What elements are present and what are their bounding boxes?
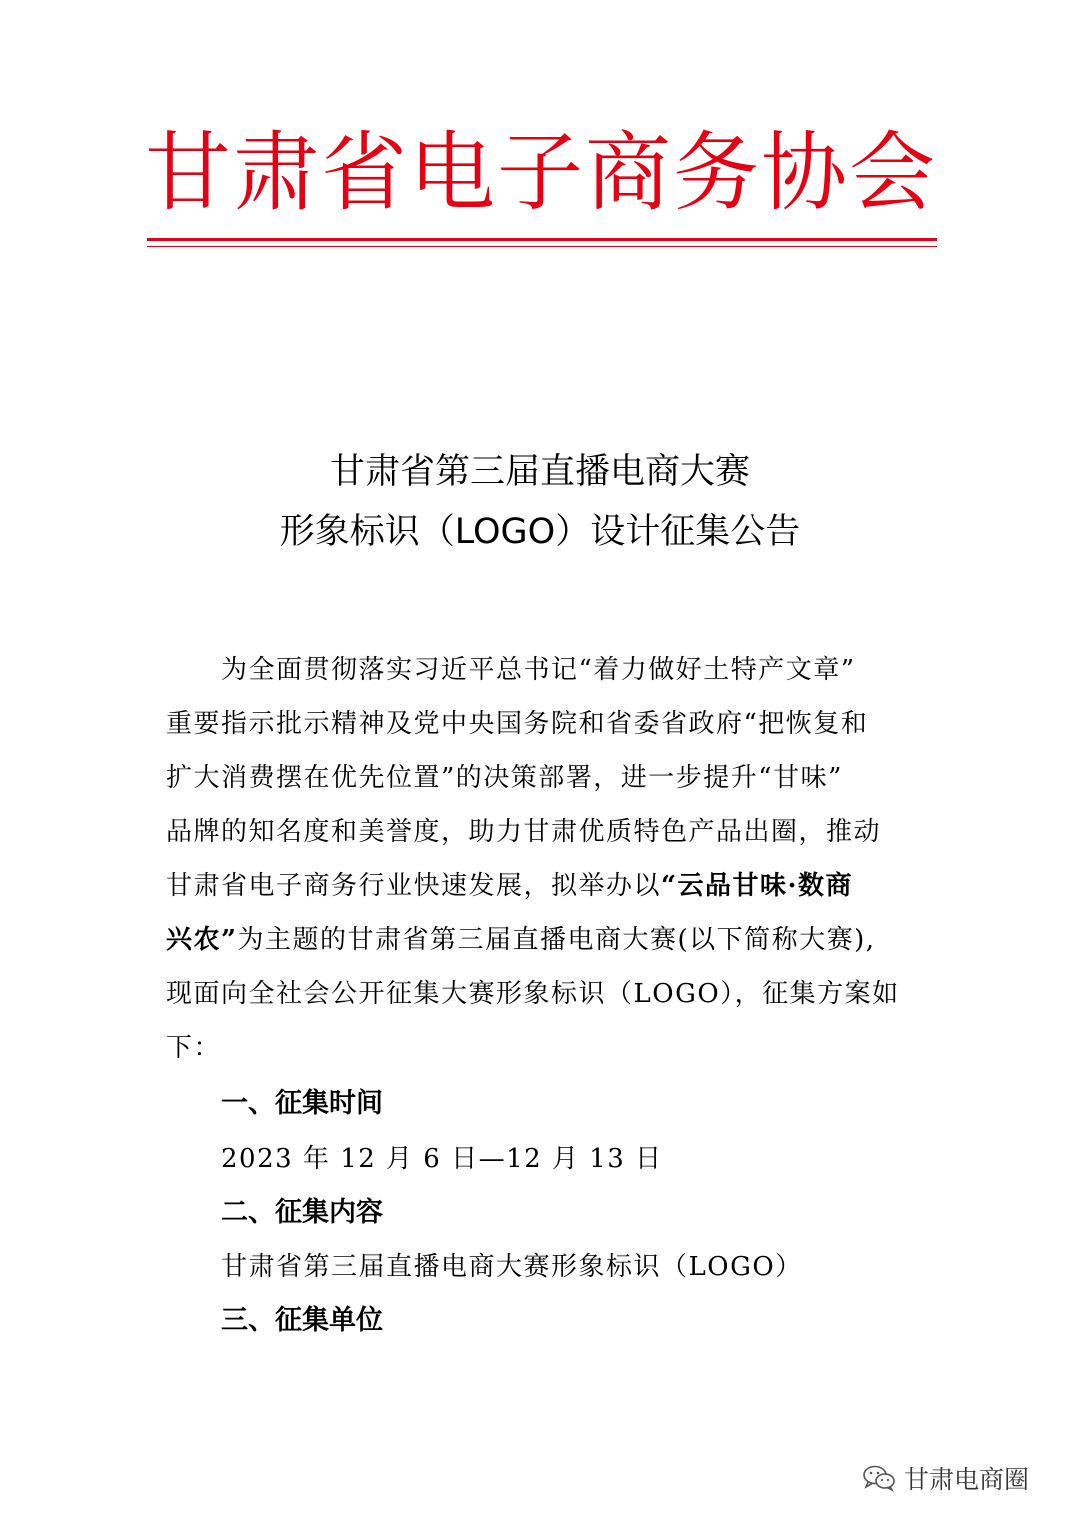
section-heading-time: 一、征集时间 <box>221 1088 383 1119</box>
paragraph-text: 甘肃省电子商务行业快速发展，拟举办以 <box>166 871 662 901</box>
section-heading-content: 二、征集内容 <box>221 1197 383 1228</box>
account-watermark <box>862 1460 1029 1496</box>
letterhead-divider <box>147 238 937 247</box>
document-title-line-1: 甘肃省第三届直播电商大赛 <box>329 452 750 492</box>
section-content-time: 2023 年 12 月 6 日—12 月 13 日 <box>221 1144 663 1174</box>
paragraph-line: 重要指示批示精神及党中央国务院和省委省政府“把恢复和 <box>166 709 869 739</box>
paragraph-line: 为全面贯彻落实习近平总书记“着力做好土特产文章” <box>221 655 856 685</box>
theme-slogan-part-1: “云品甘味·数商 <box>661 871 854 901</box>
section-heading-unit: 三、征集单位 <box>221 1305 383 1336</box>
paragraph-line: 下： <box>166 1033 222 1063</box>
paragraph-line: 扩大消费摆在优先位置”的决策部署，进一步提升“甘味” <box>166 763 843 793</box>
paragraph-line <box>166 868 926 904</box>
paragraph-line: 品牌的知名度和美誉度，助力甘肃优质特色产品出圈，推动 <box>166 817 882 847</box>
divider-thick-line <box>147 238 937 241</box>
document-title-line-2: 形象标识（LOGO）设计征集公告 <box>279 512 801 552</box>
paragraph-line: 现面向全社会公开征集大赛形象标识（LOGO），征集方案如 <box>166 979 900 1009</box>
theme-slogan-part-2: 兴农” <box>166 925 238 955</box>
paragraph-text: 为主题的甘肃省第三届直播电商大赛(以下简称大赛), <box>237 925 876 955</box>
account-name: 甘肃电商圈 <box>904 1465 1030 1494</box>
section-content-content: 甘肃省第三届直播电商大赛形象标识（LOGO） <box>221 1252 803 1282</box>
paragraph-line <box>166 922 926 958</box>
organization-name: 甘肃省电子商务协会 <box>145 123 937 223</box>
divider-thin-line <box>147 246 937 247</box>
wechat-icon <box>862 1464 896 1492</box>
